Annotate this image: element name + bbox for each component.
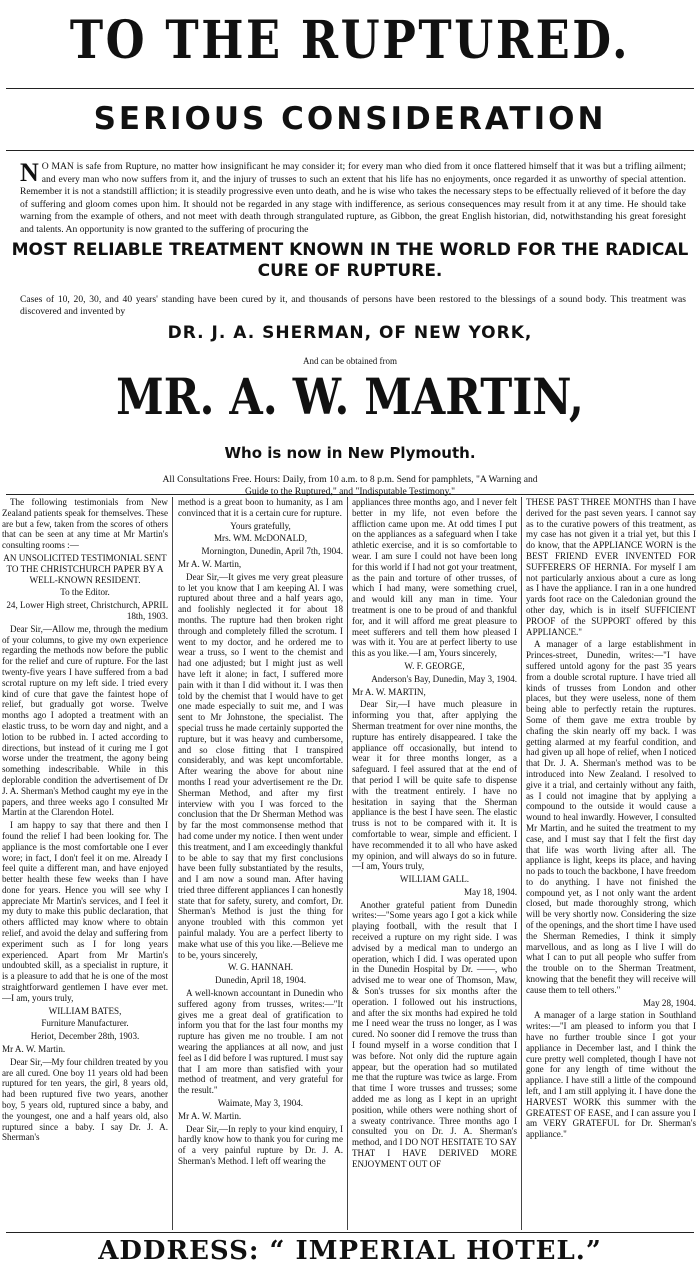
divider [6, 1232, 694, 1233]
testimonial-paragraph: 24, Lower High street, Christchurch, APRIL 18th, 1903. [6, 600, 168, 621]
drop-cap: N [20, 158, 39, 187]
intro-paragraph [20, 158, 686, 237]
testimonial-paragraph: To the Editor. [60, 587, 110, 598]
testimonial-paragraph: Mrs. WM. McDONALD, [213, 533, 308, 544]
testimonial-column-4 [526, 497, 696, 1230]
testimonial-paragraph: Mr A. W. MARTIN, [352, 686, 426, 697]
inventor-name: DR. J. A. SHERMAN, OF NEW YORK, [167, 323, 533, 343]
testimonial-paragraph: Mr A. W. Martin, [178, 558, 242, 569]
address-footer: ADDRESS: “ IMPERIAL HOTEL.” [98, 1236, 602, 1266]
testimonial-column-1 [2, 497, 168, 1230]
divider [6, 494, 694, 495]
testimonial-paragraph: Mr A. W. Martin. [2, 1044, 66, 1055]
testimonial-paragraph: Mr A. W. Martin. [178, 1110, 242, 1121]
testimonial-paragraph: The following testimonials from New Zealand patients speak for themselves. These are but a few, taken from the scores of others that can be seen at any time at Mr Martin's consulting rooms :— [2, 497, 168, 551]
testimonial-paragraph: May 18, 1904. [463, 886, 517, 897]
testimonial-paragraph: Anderson's Bay, Dunedin, May 3, 1904. [371, 673, 517, 684]
intro-text: O MAN is safe from Rupture, no matter how insignificant he may consider it; for every man who died from it once flattered himself that it was but a trifling ailment; and every man who now suffers from it, and the injury of trusses to such an extent that his life has no enjoyments, once regarded it as unworthy of special attention. Remember it is not a standstill affliction; it is steadily progressive even unto death, and he is wise who takes the necessary steps to be effectually relieved of it before the day of suffering and gloom comes upon him. It should not be regarded in any stage with indifference, as serious consequences may result from it at any time. He should take warning from the example of others, and not meet with death through strangulated rupture, as Gibbon, the great English historian, did, notwithstanding his great foresight and talents. An opportunity is now granted to the suffering of procuring the [20, 161, 686, 235]
testimonial-paragraph: WILLIAM GALL. [399, 874, 470, 885]
headline-line-1: MOST RELIABLE TREATMENT KNOWN IN THE WORLD FOR THE RADICAL [11, 240, 689, 260]
headline-line-2: CURE OF RUPTURE. [257, 261, 443, 281]
column-divider [521, 497, 522, 1230]
testimonial-paragraph: AN UNSOLICITED TESTIMONIAL SENT TO THE CHRISTCHURCH PAPER BY A WELL-KNOWN RESIDENT. [3, 552, 167, 585]
testimonial-paragraph: Dear Sir,—I have much pleasure in informing you that, after applying the Sherman treatment for over nine months, the rupture has entirely disappeared. I take the appliance off occasionally, but intend to wear it for three months longer, as a safeguard. I feel assured that at the end of that period I will be quite safe to dispense with the treatment entirely. I have no hesitation in saying that the Sherman appliance is the best I have seen. The elastic truss is not to be compared with it. It is comfortable to wear, simple and efficient. I have recommended it to all who have asked my opinion, and will always do so in future.—I am, Yours truly, [352, 699, 517, 872]
testimonial-paragraph: Another grateful patient from Dunedin writes:—"Some years ago I got a kick while playing football, with the result that I received a rupture on my right side. I was advised by a medical man to undergo an operation, which I did. I was operated upon in the Dunedin Hospital by Dr. ——, who advised me to wear one of Thomson, Maw, & Son's trusses for six months after the operation. I followed out his instructions, and after the six months had expired he told me I need wear the truss no longer, as I was cured. No sooner did I remove the truss than I found myself in a worse condition that I was before. Not only did the rupture again appear, but the operation had so mutilated me that the rupture was twice as large. From that time I wore trusses and trusses; some added me as long as I kept in an upright position, while others were nothing short of a sweaty contrivance. Three months ago I consulted you on Dr. J. A. Sherman's method, and I DO NOT HESITATE TO SAY THAT I HAVE DERIVED MORE ENJOYMENT OUT OF [352, 899, 517, 1169]
testimonial-paragraph: method is a great boon to humanity, as I am convinced that it is a certain cure for rupture. [178, 497, 343, 518]
cases-text: Cases of 10, 20, 30, and 40 years' standing have been cured by it, and thousands of persons have been restored to the blessings of a sound body. This treatment was discovered and invented by [20, 294, 686, 317]
testimonial-column-2 [178, 497, 343, 1230]
testimonial-paragraph: appliances three months ago, and I never felt better in my life, not even before the affliction came upon me. At odd times I put on the appliances as a safeguard when I take athletic exercise, and it is so comfortable to wear. I am sure I could not have been long for this world if I had not got your treatment, as the pain and torture of other trusses, of which I had many, were something cruel, and would kill any man in time. Your treatment is one to be proud of and thankful for, and it will afford me great pleasure to meet sufferers and tell them how pleased I was with it. You are at perfect liberty to use this as you like.—I am, Yours sincerely, [352, 497, 517, 659]
consultation-line-1: All Consultations Free. Hours: Daily, from 10 a.m. to 8 p.m. Send for pamphlets, "A Warning and [162, 474, 538, 485]
testimonial-paragraph: Dear Sir,—My four children treated by you are all cured. One boy 11 years old had been ruptured for ten years, the girl, 8 years old, had been ruptured five two years, another boy, 5 years old, ruptured since a baby, and the youngest, one and a half years old, also ruptured since a baby. I say Dr. J. A. Sherman's [2, 1056, 168, 1143]
testimonial-paragraph: THESE PAST THREE MONTHS than I have derived for the past seven years. I cannot say as to the curative powers of this treatment, as my case has not given it a trial yet, but this I do know, that the APPLIANCE WORN is the BEST FRIEND EVER INVENTED FOR SUFFERERS OF HERNIA. For myself I am not particularly anxious about a cure as long as I have the appliance. I ran in a one hundred yards foot race on the Caledonian ground the other day, which is in itself SUFFICIENT PROOF of the SUPPORT offered by this APPLIANCE." [526, 497, 696, 637]
testimonial-paragraph: W. F. GEORGE, [404, 660, 465, 671]
location-text: Who is now in New Plymouth. [224, 444, 476, 462]
testimonial-columns [2, 497, 698, 1230]
divider [6, 88, 694, 89]
testimonial-paragraph: May 28, 1904. [642, 997, 696, 1008]
testimonial-paragraph: WILLIAM BATES, [48, 1005, 122, 1016]
testimonial-paragraph: I am happy to say that there and then I found the relief I had been looking for. The appliance is the most comfortable one I ever wore; in fact, I don't feel it on me. Already I feel quite a different man, and have enjoyed better health these few weeks than I have done for years. Hence you will see why I appreciate Mr Martin's services, and I feel it my duty to make this public declaration, that others afflicted may know where to obtain relief, and avoid the delay and suffering from experiment such as I for long years experienced. Apart from Mr Martin's undoubted skill, as a specialist in rupture, it is a pleasure to add that he is one of the most straightforward gentlemen I have ever met.—I am, yours truly, [2, 820, 168, 1003]
testimonial-paragraph: W. G. HANNAH. [227, 962, 294, 973]
testimonial-paragraph: Yours gratefully, [230, 520, 291, 531]
testimonial-column-3 [352, 497, 517, 1230]
testimonial-paragraph: A manager of a large station in Southland writes:—"I am pleased to inform you that I have no further trouble since I got your appliance in December last, and I think the cure pretty well completed, though I have not gone for any length of time without the appliance. I have still a little of the compound left, and I am still applying it. I have done the HARVEST WORK this summer with the GREATEST OF EASE, and I can assure you I am VERY GRATEFUL for Dr. Sherman's appliance." [526, 1010, 696, 1140]
divider [6, 150, 694, 151]
testimonial-paragraph: Heriot, December 28th, 1903. [30, 1031, 140, 1042]
testimonial-paragraph: Dear Sir,—Allow me, through the medium of your columns, to give my own experience regarding the methods now before the public for the relief and cure of rupture. For the last twenty-five years I have suffered from a bad scrotal rupture on my left side. I tried every kind of cure that gave the faintest hope of relief, but gradually got worse. Twelve months ago I adopted a treatment with an elastic truss, to be worn day and night, and a lotion to be rubbed in. I acted according to directions, but instead of it curing me I got worse under the treatment, the agony being something indescribable. While in this deplorable condition the advertisement of Dr J. A. Sherman's Method caught my eye in the papers, and three weeks ago I consulted Mr Martin at the Clarendon Hotel. [2, 623, 168, 818]
testimonial-paragraph: Waimate, May 3, 1904. [217, 1098, 304, 1109]
testimonial-paragraph: Dunedin, April 18, 1904. [215, 975, 306, 986]
consultation-line-2: Guide to the Ruptured," and "Indisputable Testimony." [244, 486, 456, 497]
testimonial-paragraph: Dear Sir,—In reply to your kind enquiry, I hardly know how to thank you for curing me of a very painful rupture by Dr. J. A. Sherman's Method. I left off wearing the [178, 1123, 343, 1167]
testimonial-paragraph: A well-known accountant in Dunedin who suffered agony from trusses, writes:—"It gives me a great deal of gratification to inform you that for the last four months my rupture has given me no trouble. I am not wearing the appliances at all now, and just feel as I did before I was ruptured. I must say that I am more than satisfied with your method of treatment, and very grateful for the result." [178, 988, 343, 1096]
page-title: TO THE RUPTURED. [69, 10, 631, 71]
testimonial-paragraph: Mornington, Dunedin, April 7th, 1904. [201, 546, 343, 557]
testimonial-paragraph: Dear Sir,—It gives me very great pleasure to let you know that I am keeping Al. I was ruptured about three and a half years ago, and foolishly neglected it for about 18 months. The rupture had then broken right through and completely filled the scrotum. I went to my doctor, and he ordered me to wear a truss, so I went to the chemist and had one adjusted; but I might just as well have left it alone; in fact, I suffered more pain with it than I did without it. I was then told by the chemist that I would have to get one made especially to suit me, and I was sent to Mr Johnstone, the specialist. The special truss he made certainly supported the rupture, but it was heavy and cumbersome, and so close fitting that I transpired considerably, and was kept uncomfortable. After wearing the above for about nine months I read your advertisement re the Dr. Sherman Method, and after my first interview with you I was forced to the conclusion that the Dr Sherman Method was by far the most commonsense method that had come under my notice. I then went under this treatment, and I am exceedingly thankful to be able to say that my first conclusions have been fully substantiated by the results, and I am now a sound man. After having tried three different appliances I can honestly state that for safety, surety, and comfort, Dr. Sherman's Method is just the thing for anyone troubled with this common yet painful malady. You are a perfect liberty to make what use of this you like.—Believe me to be, yours sincerely, [178, 571, 343, 960]
subtitle: SERIOUS CONSIDERATION [93, 101, 607, 137]
agent-name: MR. A. W. MARTIN, [116, 367, 584, 426]
testimonial-paragraph: A manager of a large establishment in Princes-street, Dunedin, writes:—"I have suffered untold agony for the past 35 years from a double scrotal rupture. I have tried all kinds of trusses from London and other places, but they were useless, none of them being able to perfectly retain the ruptures. Some of them gave me extra trouble by chafing the skin nearly off my back. I was getting alarmed at my fearful condition, and had given up all hope of relief, when I noticed that Dr. J. A. Sherman's method was to be introduced into New Zealand. I resolved to give it a trial, and certainly without any faith, as I could not imagine that by applying a compound to the outside it would cause a wound to heal inwardly. However, I consulted Mr Martin, and he suited the treatment to my case, and I must say that I felt the first day that life was worth living after all. The appliance is light, keeps its place, and having no pads to touch the backbone, I have freedom to do anything. I have not finished the compound yet, as I not only want the ardent closed, but made thoroughly strong, which will be very shortly now. Considering the size of the openings, and the short time I have used the Sherman Remedies, I think it simply marvellous, and as long as I live I will do what I can to put all people who suffer from the trouble on to the Sherman Treatment, knowing that the benefit they will receive will cause them to tell others." [526, 639, 696, 995]
testimonial-paragraph: Furniture Manufacturer. [41, 1018, 129, 1029]
obtain-text: And can be obtained from [303, 356, 397, 366]
column-divider [347, 497, 348, 1230]
column-divider [172, 497, 173, 1230]
